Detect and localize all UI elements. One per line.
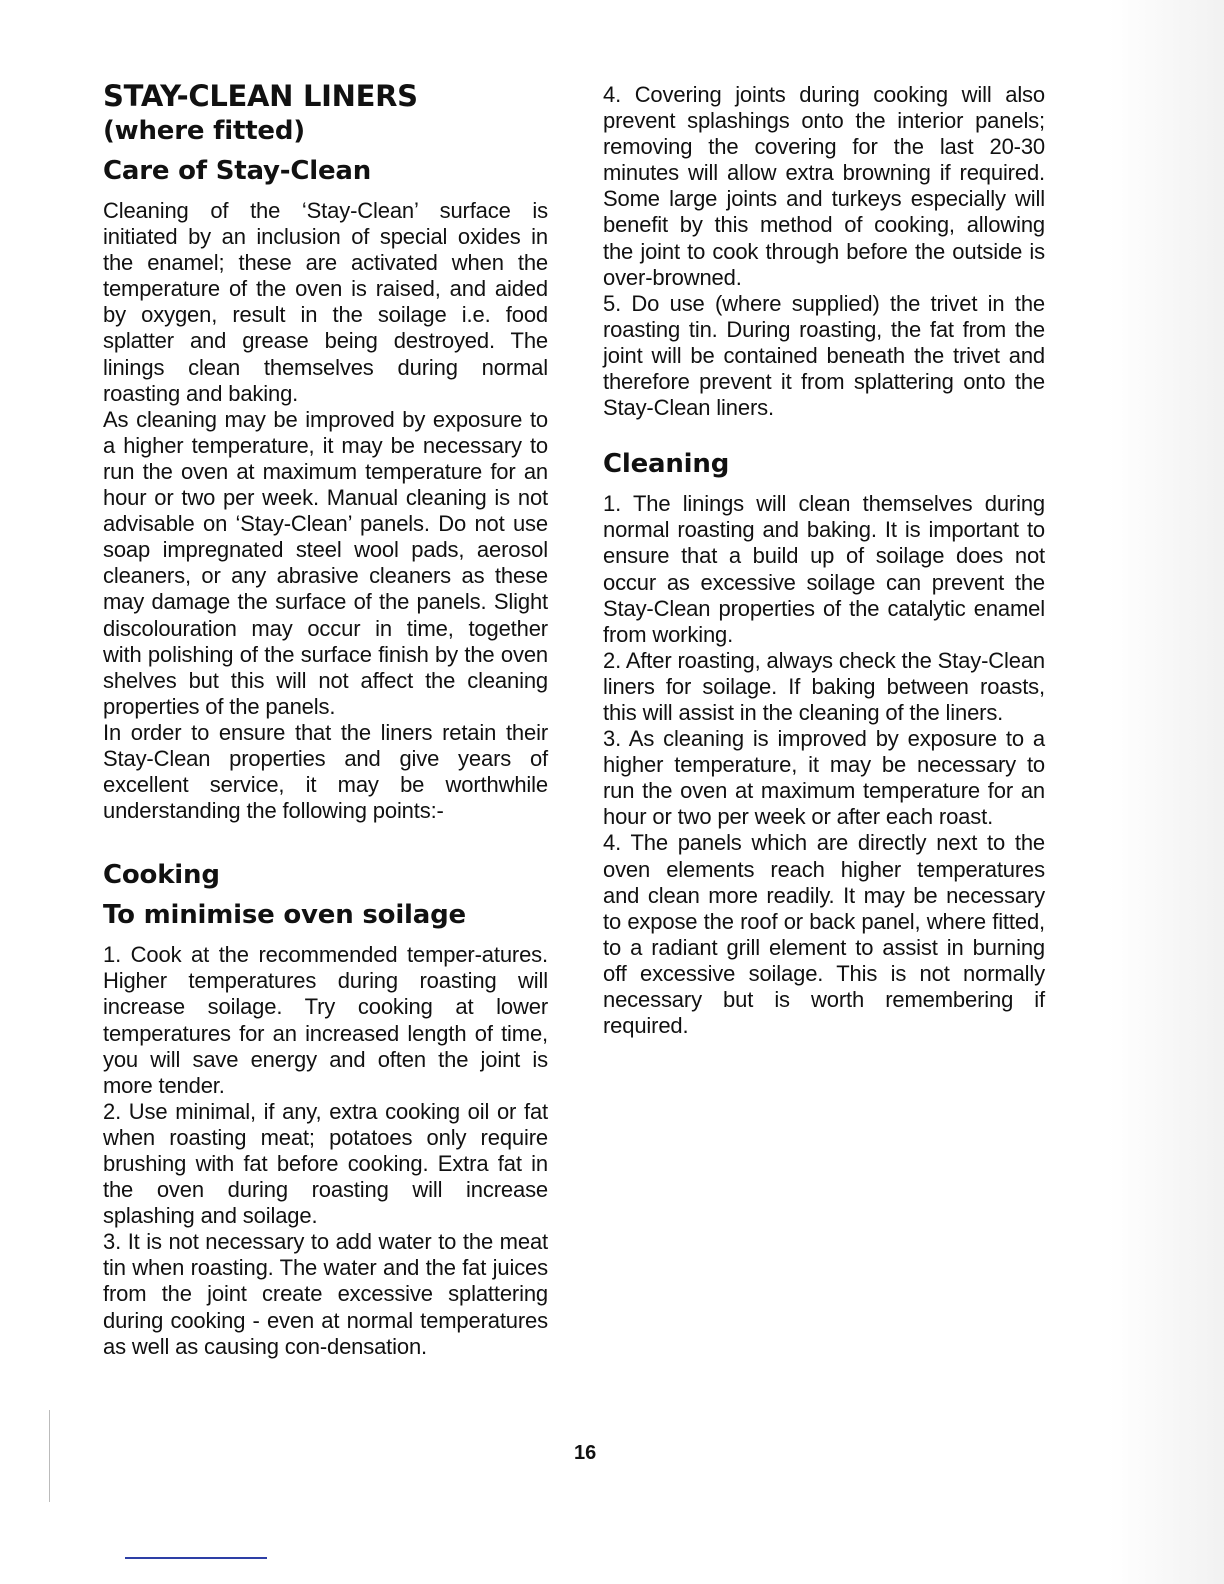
care-paragraph: In order to ensure that the liners retain their Stay-Clean properties and give years of excellent service, it may be worthwhile understanding the following points:- [103, 719, 548, 824]
care-heading: Care of Stay-Clean [103, 156, 372, 186]
scan-edge-shadow [1108, 0, 1224, 1584]
cooking-point: 4. Covering joints during cooking will also prevent splashings onto the interior panels; removing the covering for the last 20-30 minutes will allow extra browning if required. Some large joints and turkeys especially will benefit by this method of cooking, allowing the joint to cook through before the outside is over-browned. [603, 82, 1045, 290]
right-column [603, 82, 1045, 1039]
page-number: 16 [574, 1442, 597, 1464]
cooking-heading: Cooking [103, 860, 220, 891]
cleaning-point: 3. As cleaning is improved by exposure to a higher temperature, it may be necessary to run the oven at maximum temperature for an hour or two per week or after each roast. [603, 726, 1045, 830]
cooking-point: 1. Cook at the recommended temper-atures. Higher temperatures during roasting will increase soilage. Try cooking at lower temperatures for an increased length of time, you will save energy and often the joint is more tender. [103, 942, 548, 1098]
cleaning-point: 1. The linings will clean themselves during normal roasting and baking. It is important to ensure that a build up of soilage does not occur as excessive soilage can prevent the Stay-Clean properties of the catalytic enamel from working. [603, 491, 1045, 647]
section-subtitle: (where fitted) [103, 116, 305, 146]
cleaning-heading: Cleaning [603, 449, 730, 480]
scan-edge-mark [49, 1410, 50, 1502]
scan-corner-line [125, 1557, 267, 1559]
cooking-point: 2. Use minimal, if any, extra cooking oil or fat when roasting meat; potatoes only require brushing with fat before cooking. Extra fat in the oven during roasting will increase splashing and soilage. [103, 1098, 548, 1229]
cleaning-point: 4. The panels which are directly next to the oven elements reach higher temperatures and clean more readily. It may be necessary to expose the roof or back panel, where fitted, to a radiant grill element to assist in burning off excessive soilage. This is not normally necessary but is worth remembering if required. [603, 830, 1045, 1039]
left-column [103, 78, 548, 1360]
care-paragraph: As cleaning may be improved by exposure to a higher temperature, it may be necessary to run the oven at maximum temperature for an hour or two per week. Manual cleaning is not advisable on ‘Stay-Clean’ panels. Do not use soap impregnated steel wool pads, aerosol cleaners, or any abrasive cleaners as these may damage the surface of the panels. Slight discolouration may occur in time, together with polishing of the surface finish by the oven shelves but this will not affect the cleaning properties of the panels. [103, 406, 548, 719]
section-title: STAY-CLEAN LINERS [103, 79, 418, 113]
cooking-subheading: To minimise oven soilage [103, 900, 466, 931]
care-paragraph: Cleaning of the ‘Stay-Clean’ surface is initiated by an inclusion of special oxides in the enamel; these are activated when the temperature of the oven is raised, and aided by oxygen, result in the soilage i.e. food splatter and grease being destroyed. The linings clean themselves during normal roasting and baking. [103, 198, 548, 406]
cleaning-point: 2. After roasting, always check the Stay-Clean liners for soilage. If baking between roasts, this will assist in the cleaning of the liners. [603, 647, 1045, 725]
cooking-point: 3. It is not necessary to add water to the meat tin when roasting. The water and the fat juices from the joint create excessive splattering during cooking - even at normal temperatures as well as causing con-densation. [103, 1229, 548, 1359]
cooking-point: 5. Do use (where supplied) the trivet in the roasting tin. During roasting, the fat from the joint will be contained beneath the trivet and therefore prevent it from splattering onto the Stay-Clean liners. [603, 290, 1045, 421]
